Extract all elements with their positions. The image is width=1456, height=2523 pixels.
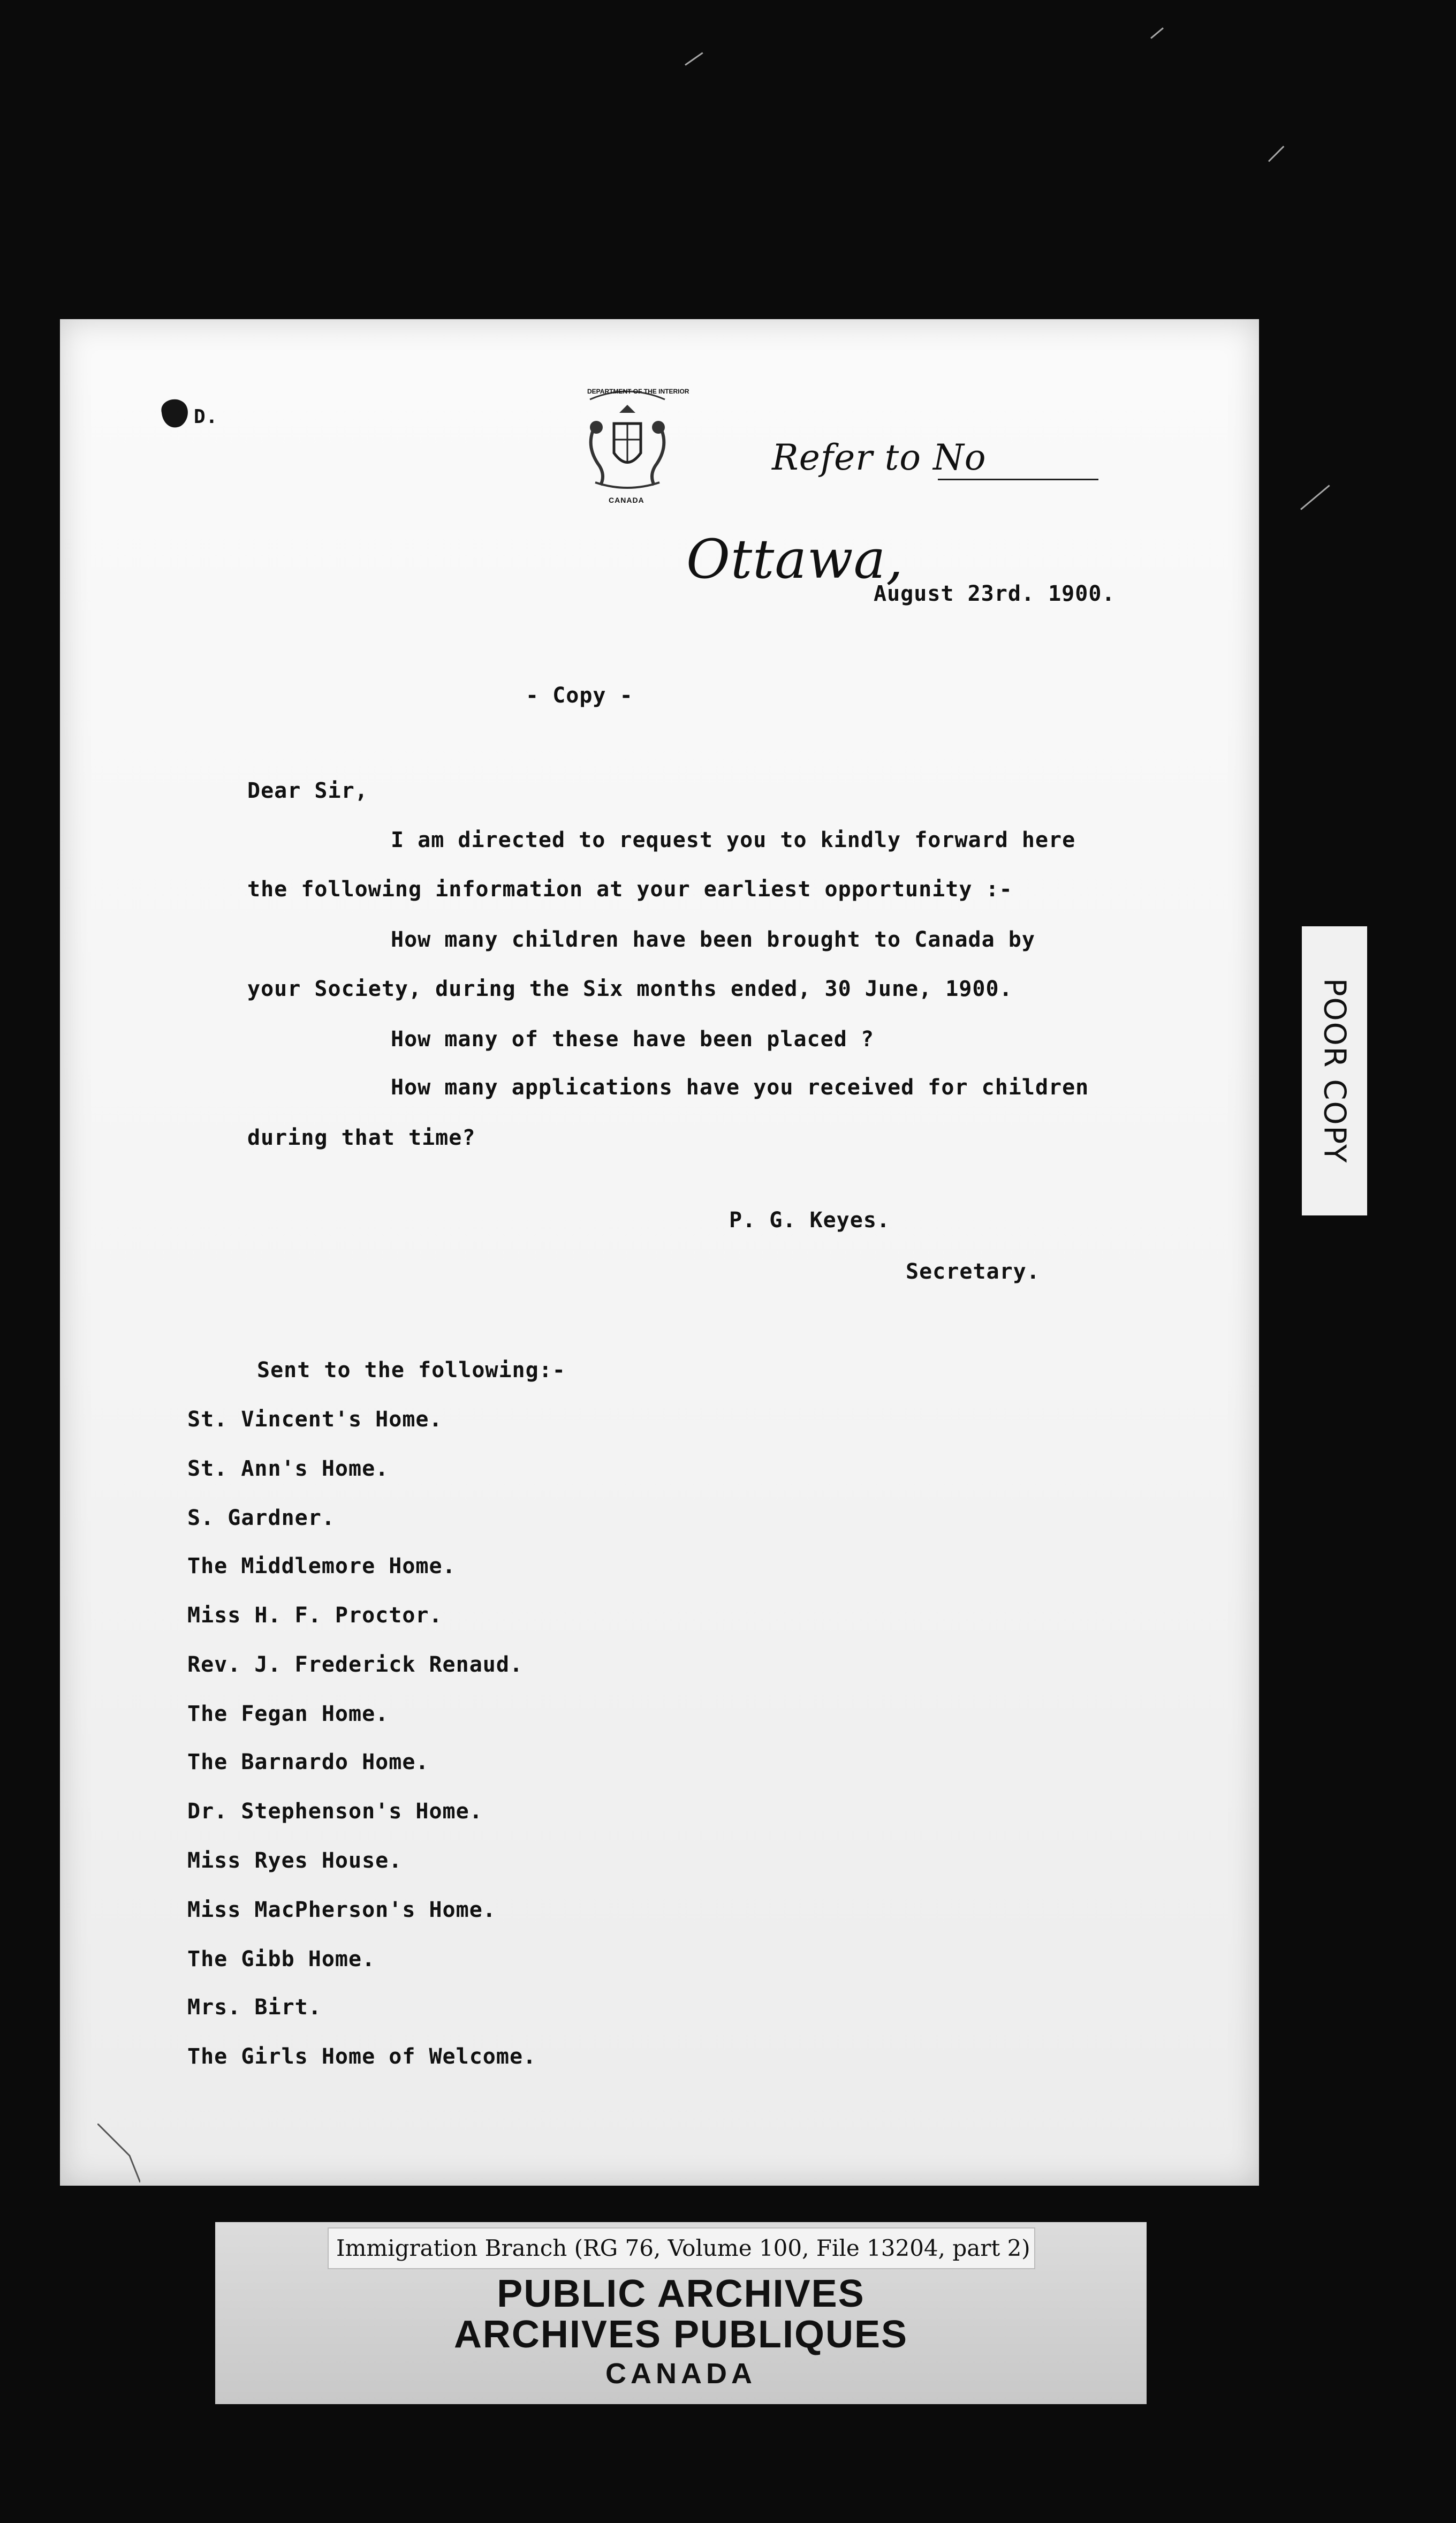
distribution-item: S. Gardner.	[187, 1506, 335, 1530]
body-line: during that time?	[247, 1125, 476, 1150]
salutation: Dear Sir,	[247, 779, 368, 803]
body-line: How many of these have been placed ?	[391, 1027, 874, 1052]
body-line: the following information at your earliest opportunity :-	[247, 877, 1013, 902]
signature-title: Secretary.	[906, 1259, 1040, 1284]
letter-date: August 23rd. 1900.	[874, 581, 1116, 606]
distribution-item: Miss Ryes House.	[187, 1848, 403, 1873]
archive-label	[215, 2222, 1147, 2404]
distribution-item: Rev. J. Frederick Renaud.	[187, 1652, 524, 1677]
coat-of-arms-icon	[568, 383, 686, 507]
distribution-item: The Girls Home of Welcome.	[187, 2044, 537, 2069]
distribution-item: Miss MacPherson's Home.	[187, 1898, 496, 1922]
distribution-item: Dr. Stephenson's Home.	[187, 1799, 483, 1824]
poor-copy-text: POOR COPY	[1317, 978, 1352, 1164]
film-scratch	[1300, 485, 1330, 510]
archive-reference: Immigration Branch (RG 76, Volume 100, File 13204, part 2)	[336, 2235, 1030, 2261]
distribution-heading: Sent to the following:-	[257, 1358, 566, 1383]
folded-corner	[97, 2124, 140, 2182]
distribution-item: St. Ann's Home.	[187, 1456, 389, 1481]
distribution-item: St. Vincent's Home.	[187, 1407, 443, 1432]
letter-page	[60, 319, 1259, 2186]
distribution-item: The Gibb Home.	[187, 1947, 376, 1971]
body-line: How many applications have you received for children	[391, 1075, 1089, 1100]
archive-line-3: CANADA	[605, 2358, 756, 2390]
poor-copy-tag	[1302, 926, 1367, 1215]
body-line: I am directed to request you to kindly forward here	[391, 828, 1076, 852]
film-scratch	[1150, 27, 1164, 39]
signature-name: P. G. Keyes.	[729, 1208, 890, 1233]
archive-line-1: PUBLIC ARCHIVES	[497, 2272, 865, 2315]
crest-text-top: DEPARTMENT OF THE INTERIOR	[587, 388, 689, 395]
distribution-item: The Middlemore Home.	[187, 1554, 456, 1578]
distribution-item: Mrs. Birt.	[187, 1995, 322, 2020]
copy-heading: - Copy -	[526, 683, 633, 708]
archive-stamp	[274, 2273, 1088, 2392]
film-scratch	[1268, 146, 1284, 162]
distribution-item: Miss H. F. Proctor.	[187, 1603, 443, 1628]
body-line: your Society, during the Six months ended, 30 June, 1900.	[247, 977, 1013, 1001]
corner-mark: D.	[194, 406, 218, 428]
distribution-item: The Barnardo Home.	[187, 1750, 429, 1774]
refer-to-label: Refer to No	[772, 437, 987, 478]
crest-text-bottom: CANADA	[609, 496, 644, 504]
refer-to-underline	[938, 479, 1098, 480]
film-scratch	[685, 52, 703, 65]
reference-strip	[328, 2227, 1035, 2269]
ink-blot-mark	[156, 394, 194, 432]
distribution-item: The Fegan Home.	[187, 1702, 389, 1726]
dateline-place: Ottawa,	[686, 528, 904, 591]
archive-line-2: ARCHIVES PUBLIQUES	[453, 2313, 908, 2356]
body-line: How many children have been brought to Canada by	[391, 927, 1035, 952]
